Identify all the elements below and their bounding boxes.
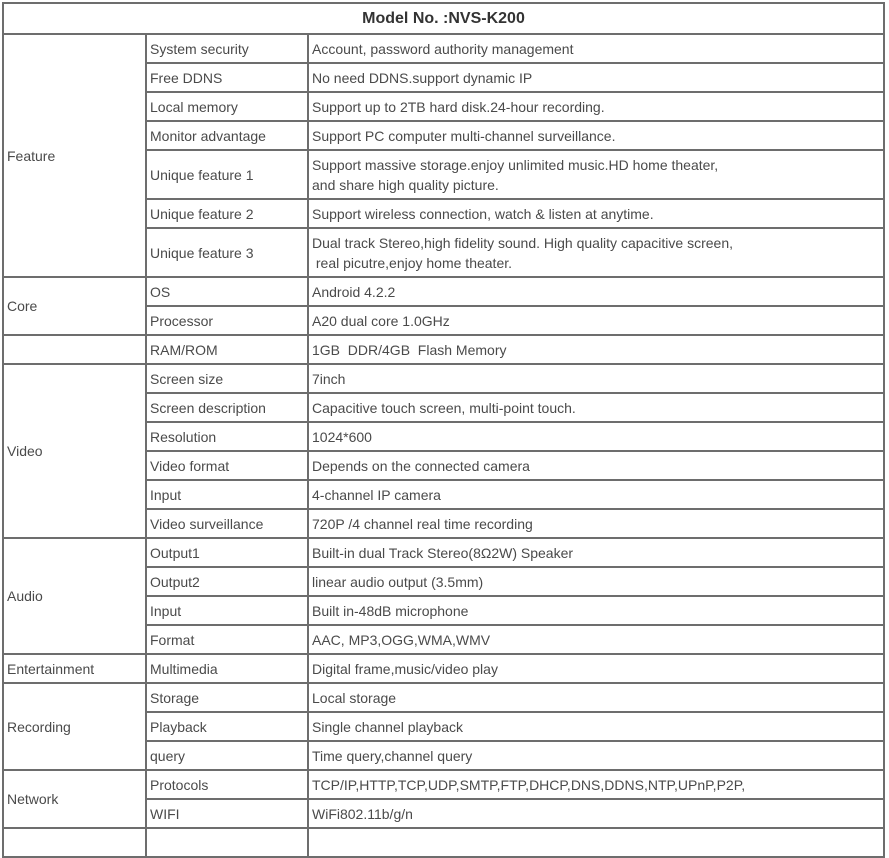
spec-item-cell: Processor [147,307,307,334]
category-cell [4,336,145,363]
spec-item-cell: OS [147,278,307,305]
title-row [4,4,883,33]
model-title: Model No. :NVS-K200 [4,4,883,33]
spec-value-cell: Depends on the connected camera [309,452,883,479]
spec-item-cell: Unique feature 3 [147,229,307,276]
spec-item-cell: System security [147,35,307,62]
spec-item-cell: RAM/ROM [147,336,307,363]
table-row [4,655,883,682]
spec-value-cell: No need DDNS.support dynamic IP [309,64,883,91]
spec-item-cell: Screen description [147,394,307,421]
spec-item-cell: Unique feature 1 [147,151,307,198]
table-row [4,365,883,392]
spec-value-cell: AAC, MP3,OGG,WMA,WMV [309,626,883,653]
spec-value-cell: A20 dual core 1.0GHz [309,307,883,334]
spec-item-cell: Monitor advantage [147,122,307,149]
table-row [4,35,883,62]
spec-value-cell: Built in-48dB microphone [309,597,883,624]
spec-item-cell: Protocols [147,771,307,798]
category-cell: Video [4,365,145,537]
spec-item-cell: Screen size [147,365,307,392]
spec-item-cell: Input [147,597,307,624]
spec-value-cell: Single channel playback [309,713,883,740]
spec-value-cell: 1024*600 [309,423,883,450]
table-row [4,771,883,798]
spec-item-cell: Resolution [147,423,307,450]
spec-value-cell: Digital frame,music/video play [309,655,883,682]
table-row [4,539,883,566]
spec-value-cell: Support up to 2TB hard disk.24-hour recording. [309,93,883,120]
spec-item-cell: Input [147,481,307,508]
table-row [4,684,883,711]
spec-table [2,2,885,858]
spec-value-cell: TCP/IP,HTTP,TCP,UDP,SMTP,FTP,DHCP,DNS,DDNS,NTP,UPnP,P2P, [309,771,883,798]
spec-value-cell: 1GB DDR/4GB Flash Memory [309,336,883,363]
spec-value-cell: Android 4.2.2 [309,278,883,305]
spec-item-cell: WIFI [147,800,307,827]
category-cell: Recording [4,684,145,769]
spec-value-cell: Dual track Stereo,high fidelity sound. High quality capacitive screen, real picutre,enjoy home theater. [309,229,883,276]
spec-value-cell: Built-in dual Track Stereo(8Ω2W) Speaker [309,539,883,566]
spec-value-cell: 4-channel IP camera [309,481,883,508]
spec-value-cell: Local storage [309,684,883,711]
spec-item-cell: Unique feature 2 [147,200,307,227]
spec-value-cell: Support wireless connection, watch & listen at anytime. [309,200,883,227]
spec-value-cell: WiFi802.11b/g/n [309,800,883,827]
spec-value-cell: Time query,channel query [309,742,883,769]
category-cell [4,829,145,856]
spec-item-cell: Local memory [147,93,307,120]
spec-table-body [4,4,883,856]
category-cell: Network [4,771,145,827]
category-cell: Core [4,278,145,334]
spec-value-cell: Support PC computer multi-channel surveillance. [309,122,883,149]
spec-item-cell: Output2 [147,568,307,595]
spec-value-cell: Support massive storage.enjoy unlimited music.HD home theater, and share high quality picture. [309,151,883,198]
table-row [4,829,883,856]
spec-item-cell: Video format [147,452,307,479]
spec-item-cell: Multimedia [147,655,307,682]
spec-item-cell: Storage [147,684,307,711]
spec-value-cell: Account, password authority management [309,35,883,62]
category-cell: Audio [4,539,145,653]
spec-item-cell: Format [147,626,307,653]
category-cell: Entertainment [4,655,145,682]
spec-value-cell: linear audio output (3.5mm) [309,568,883,595]
spec-value-cell: 720P /4 channel real time recording [309,510,883,537]
spec-item-cell: Video surveillance [147,510,307,537]
spec-item-cell: Playback [147,713,307,740]
spec-item-cell: Free DDNS [147,64,307,91]
table-row [4,278,883,305]
spec-item-cell: Output1 [147,539,307,566]
spec-value-cell [309,829,883,856]
category-cell: Feature [4,35,145,276]
spec-value-cell: Capacitive touch screen, multi-point touch. [309,394,883,421]
spec-item-cell [147,829,307,856]
spec-item-cell: query [147,742,307,769]
spec-value-cell: 7inch [309,365,883,392]
table-row [4,336,883,363]
